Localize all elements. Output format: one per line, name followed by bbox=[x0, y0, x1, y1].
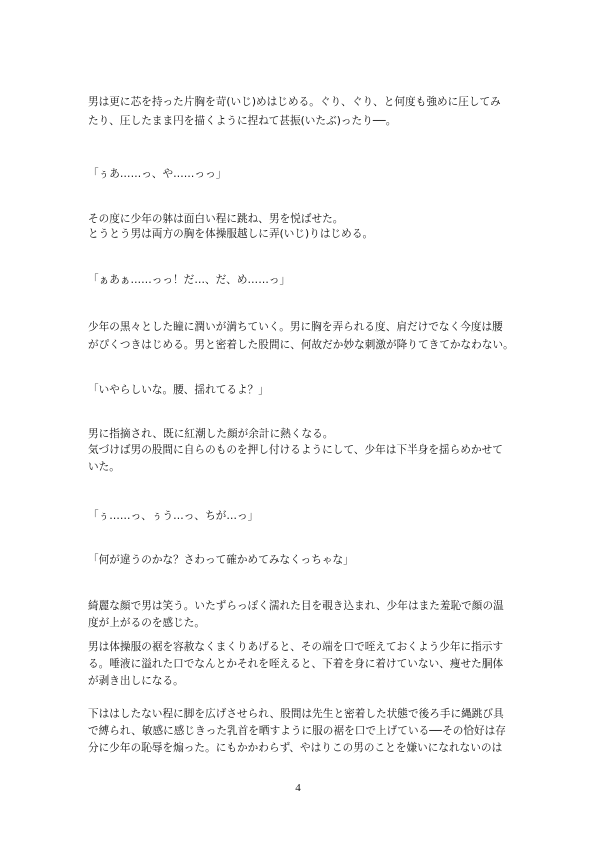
dialogue-line: 「ぅあ……っ、や……っっ」 bbox=[88, 168, 227, 180]
body-text-line: がぴくつきはじめる。男と密着した股間に、何故だか妙な刺激が降りてきてかなわない。 bbox=[88, 339, 514, 351]
body-text-line: 分に少年の恥辱を煽った。にもかかわらず、やはりこの男のことを嫌いになれないのは bbox=[88, 742, 503, 754]
body-text-line: が剥き出しになる。 bbox=[88, 675, 184, 687]
dialogue-line: 「ぁあぁ……っっ！だ…、だ、め……っ」 bbox=[88, 274, 291, 286]
dialogue-line: 「いやらしいな。腰、揺れてるよ？」 bbox=[88, 384, 269, 396]
body-text-line: 度が上がるのを感じた。 bbox=[88, 617, 206, 629]
body-text-line: 男は体操服の裾を容赦なくまくりあげると、その端を口で咥えておくよう少年に指示す bbox=[88, 641, 504, 653]
body-text-line: 気づけば男の股間に自らのものを押し付けるようにして、少年は下半身を揺らめかせて bbox=[88, 444, 503, 456]
body-text-line: 綺麗な顔で男は笑う。いたずらっぽく濡れた目を覗き込まれ、少年はまた羞恥で顔の温 bbox=[88, 600, 504, 612]
body-text-line: 少年の黒々とした瞳に潤いが満ちていく。男に胸を弄られる度、肩だけでなく今度は腰 bbox=[88, 321, 503, 333]
dialogue-line: 「ぅ……っ、ぅう…っ、ちが…っ」 bbox=[88, 510, 259, 522]
page-number: 4 bbox=[295, 782, 301, 794]
body-text-line: とうとう男は両方の胸を体操服越しに弄(いじ)りはじめる。 bbox=[88, 228, 374, 240]
body-text-line: 男に指摘され、既に紅潮した顔が余計に熱くなる。 bbox=[88, 428, 334, 440]
body-text-line: る。唾液に溢れた口でなんとかそれを咥えると、下着を身に着けていない、痩せた胴体 bbox=[88, 658, 504, 670]
body-text-line: で縛られ、敏感に感じきった乳首を晒すように服の裾を口で上げている──その恰好は存 bbox=[88, 725, 506, 737]
dialogue-line: 「何が違うのかな？さわって確かめてみなくっちゃな」 bbox=[88, 554, 354, 566]
body-text-line: 男は更に芯を持った片胸を苛(いじ)めはじめる。ぐり、ぐり、と何度も強めに圧してみ bbox=[88, 96, 501, 108]
body-text-line: その度に少年の躰は面白い程に跳ね、男を悦ばせた。 bbox=[88, 213, 344, 225]
body-text-line: いた。 bbox=[88, 461, 120, 473]
body-text-line: たり、圧したまま円を描くように捏ねて甚振(いたぶ)ったり──。 bbox=[88, 115, 397, 127]
body-text-line: 下ははしたない程に脚を広げさせられ、股間は先生と密着した状態で後ろ手に縄跳び具 bbox=[88, 708, 504, 720]
